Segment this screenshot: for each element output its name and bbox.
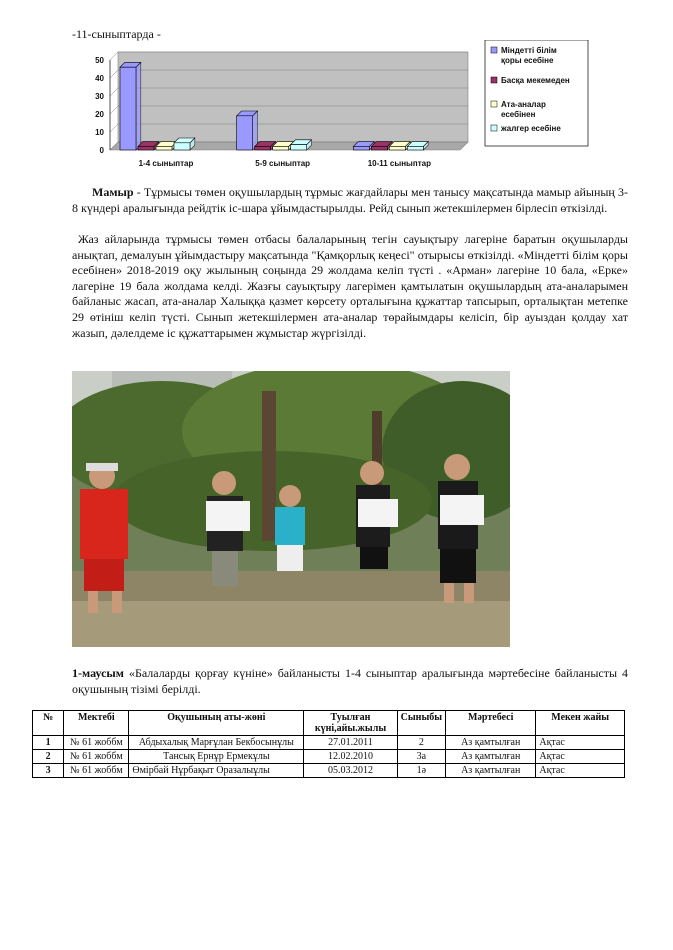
cell-birthdate: 12.02.2010 [304, 750, 397, 764]
y-tick-label: 0 [99, 146, 104, 155]
bar [353, 146, 369, 150]
bar [291, 145, 307, 150]
legend-label: есебінен [501, 110, 536, 119]
x-tick-label: 1-4 сыныптар [138, 159, 194, 168]
legend-swatch [491, 125, 497, 131]
header-birthdate: Туылған күні,айы.жылы [304, 711, 397, 736]
cell-number: 3 [33, 764, 64, 778]
cell-name: Тансық Ернұр Ермекұлы [129, 750, 304, 764]
legend-label: Ата-аналар [501, 100, 546, 109]
y-tick-label: 30 [95, 92, 104, 101]
cell-status: Аз қамтылған [446, 764, 536, 778]
cell-birthdate: 27.01.2011 [304, 736, 397, 750]
table-row [33, 736, 625, 750]
bar [389, 146, 405, 150]
gridline-diag [110, 52, 118, 60]
cell-grade: 1ә [397, 764, 445, 778]
y-tick-label: 10 [95, 128, 104, 137]
cell-grade: 2 [397, 736, 445, 750]
gridline-diag [110, 70, 118, 78]
bar [273, 146, 289, 150]
legend-swatch [491, 77, 497, 83]
cell-school: № 61 жоббм [64, 750, 129, 764]
x-tick-label: 5-9 сыныптар [255, 159, 311, 168]
header-address: Мекен жайы [536, 711, 625, 736]
cell-address: Ақтас [536, 750, 625, 764]
section-heading: -11-сыныптарда - [72, 27, 161, 41]
table-row [33, 750, 625, 764]
bar [255, 146, 271, 150]
cell-address: Ақтас [536, 764, 625, 778]
legend-label: Міндетті білім [501, 46, 557, 55]
students-table [32, 710, 625, 778]
legend-label: жалгер есебіне [501, 124, 561, 133]
cell-school: № 61 жоббм [64, 736, 129, 750]
children-photo [72, 371, 510, 647]
cell-number: 1 [33, 736, 64, 750]
cell-status: Аз қамтылған [446, 736, 536, 750]
bar [174, 143, 190, 150]
cell-name: Абдыхалық Марғұлан Бекбосынұлы [129, 736, 304, 750]
bar [138, 146, 154, 150]
cell-school: № 61 жоббм [64, 764, 129, 778]
bar-side [136, 62, 141, 150]
legend-swatch [491, 101, 497, 107]
cell-name: Өмірбай Нұрбақыт Оразалыұлы [129, 764, 304, 778]
legend-swatch [491, 47, 497, 53]
cell-address: Ақтас [536, 736, 625, 750]
paragraph-june-label: 1-маусым [72, 666, 124, 680]
y-tick-label: 50 [95, 56, 104, 65]
table-row [33, 764, 625, 778]
gridline-diag [110, 106, 118, 114]
x-tick-label: 10-11 сыныптар [367, 159, 431, 168]
bar [156, 146, 172, 150]
y-tick-label: 20 [95, 110, 104, 119]
bar [120, 67, 136, 150]
bar [371, 146, 387, 150]
y-tick-label: 40 [95, 74, 104, 83]
header-number: № [33, 711, 64, 736]
bar [407, 146, 423, 150]
bar-chart [70, 40, 590, 176]
paragraph-may-text: - Тұрмысы төмен оқушылардың тұрмыс жағдайлары мен танысу мақсатында мамыр айының 3-8 күндері аралығында рейдтік іс-шара ұйымдастырылды. Рейд сынып жетекшілермен бірлесіп өткізілді. [72, 185, 628, 215]
cell-number: 2 [33, 750, 64, 764]
gridline-diag [110, 124, 118, 132]
paragraph-june [72, 666, 628, 697]
cell-birthdate: 05.03.2012 [304, 764, 397, 778]
paragraph-may-label: Мамыр [92, 185, 134, 199]
header-school: Мектебі [64, 711, 129, 736]
legend-label: Басқа мекемеден [501, 76, 570, 85]
paragraph-june-text: «Балаларды қорғау күніне» байланысты 1-4 сыныптар аралығында мәртебесіне байланысты 4 оқушының тізімі берілді. [72, 666, 628, 696]
cell-grade: 3а [397, 750, 445, 764]
paragraph-may [72, 185, 628, 216]
paragraph-summer: Жаз айларында тұрмысы төмен отбасы балаларының тегін сауықтыру лагеріне баратын оқушыларды анықтап, демалуын ұйымдастыру мақсатында "Қамқорлық кеңесі" отырысы өткізілді. «Міндетті білім қоры есебінен» 2018-2019 оқу жылының соңында 29 жолдама келіп түсті . «Арман» лагеріне 10 бала, «Ерке» лагеріне 19 бала жолдама келді. Жазғы сауықтыру лагерімен қамтылатын оқушылардың ата-аналарымен байланыс жасап, ата-аналар Халыққа қазмет көрсету орталығына құжаттар тапсырып, орталықтан метепке 29 өтініш келіп түсті. Сынып жетекшілермен ата-аналар төрайымдары келісіп, бір ауыздан қолдау хат жазып, дәлелдеме іс құжаттарымен жұмыстар жүргізілді. [72, 232, 628, 340]
header-status: Мәртебесі [446, 711, 536, 736]
bar [237, 116, 253, 150]
table-header-row [33, 711, 625, 736]
header-grade: Сыныбы [397, 711, 445, 736]
header-name: Оқушының аты-жөні [129, 711, 304, 736]
cell-status: Аз қамтылған [446, 750, 536, 764]
legend-label: қоры есебіне [501, 56, 554, 65]
chart-back-wall [118, 52, 468, 142]
gridline-diag [110, 88, 118, 96]
